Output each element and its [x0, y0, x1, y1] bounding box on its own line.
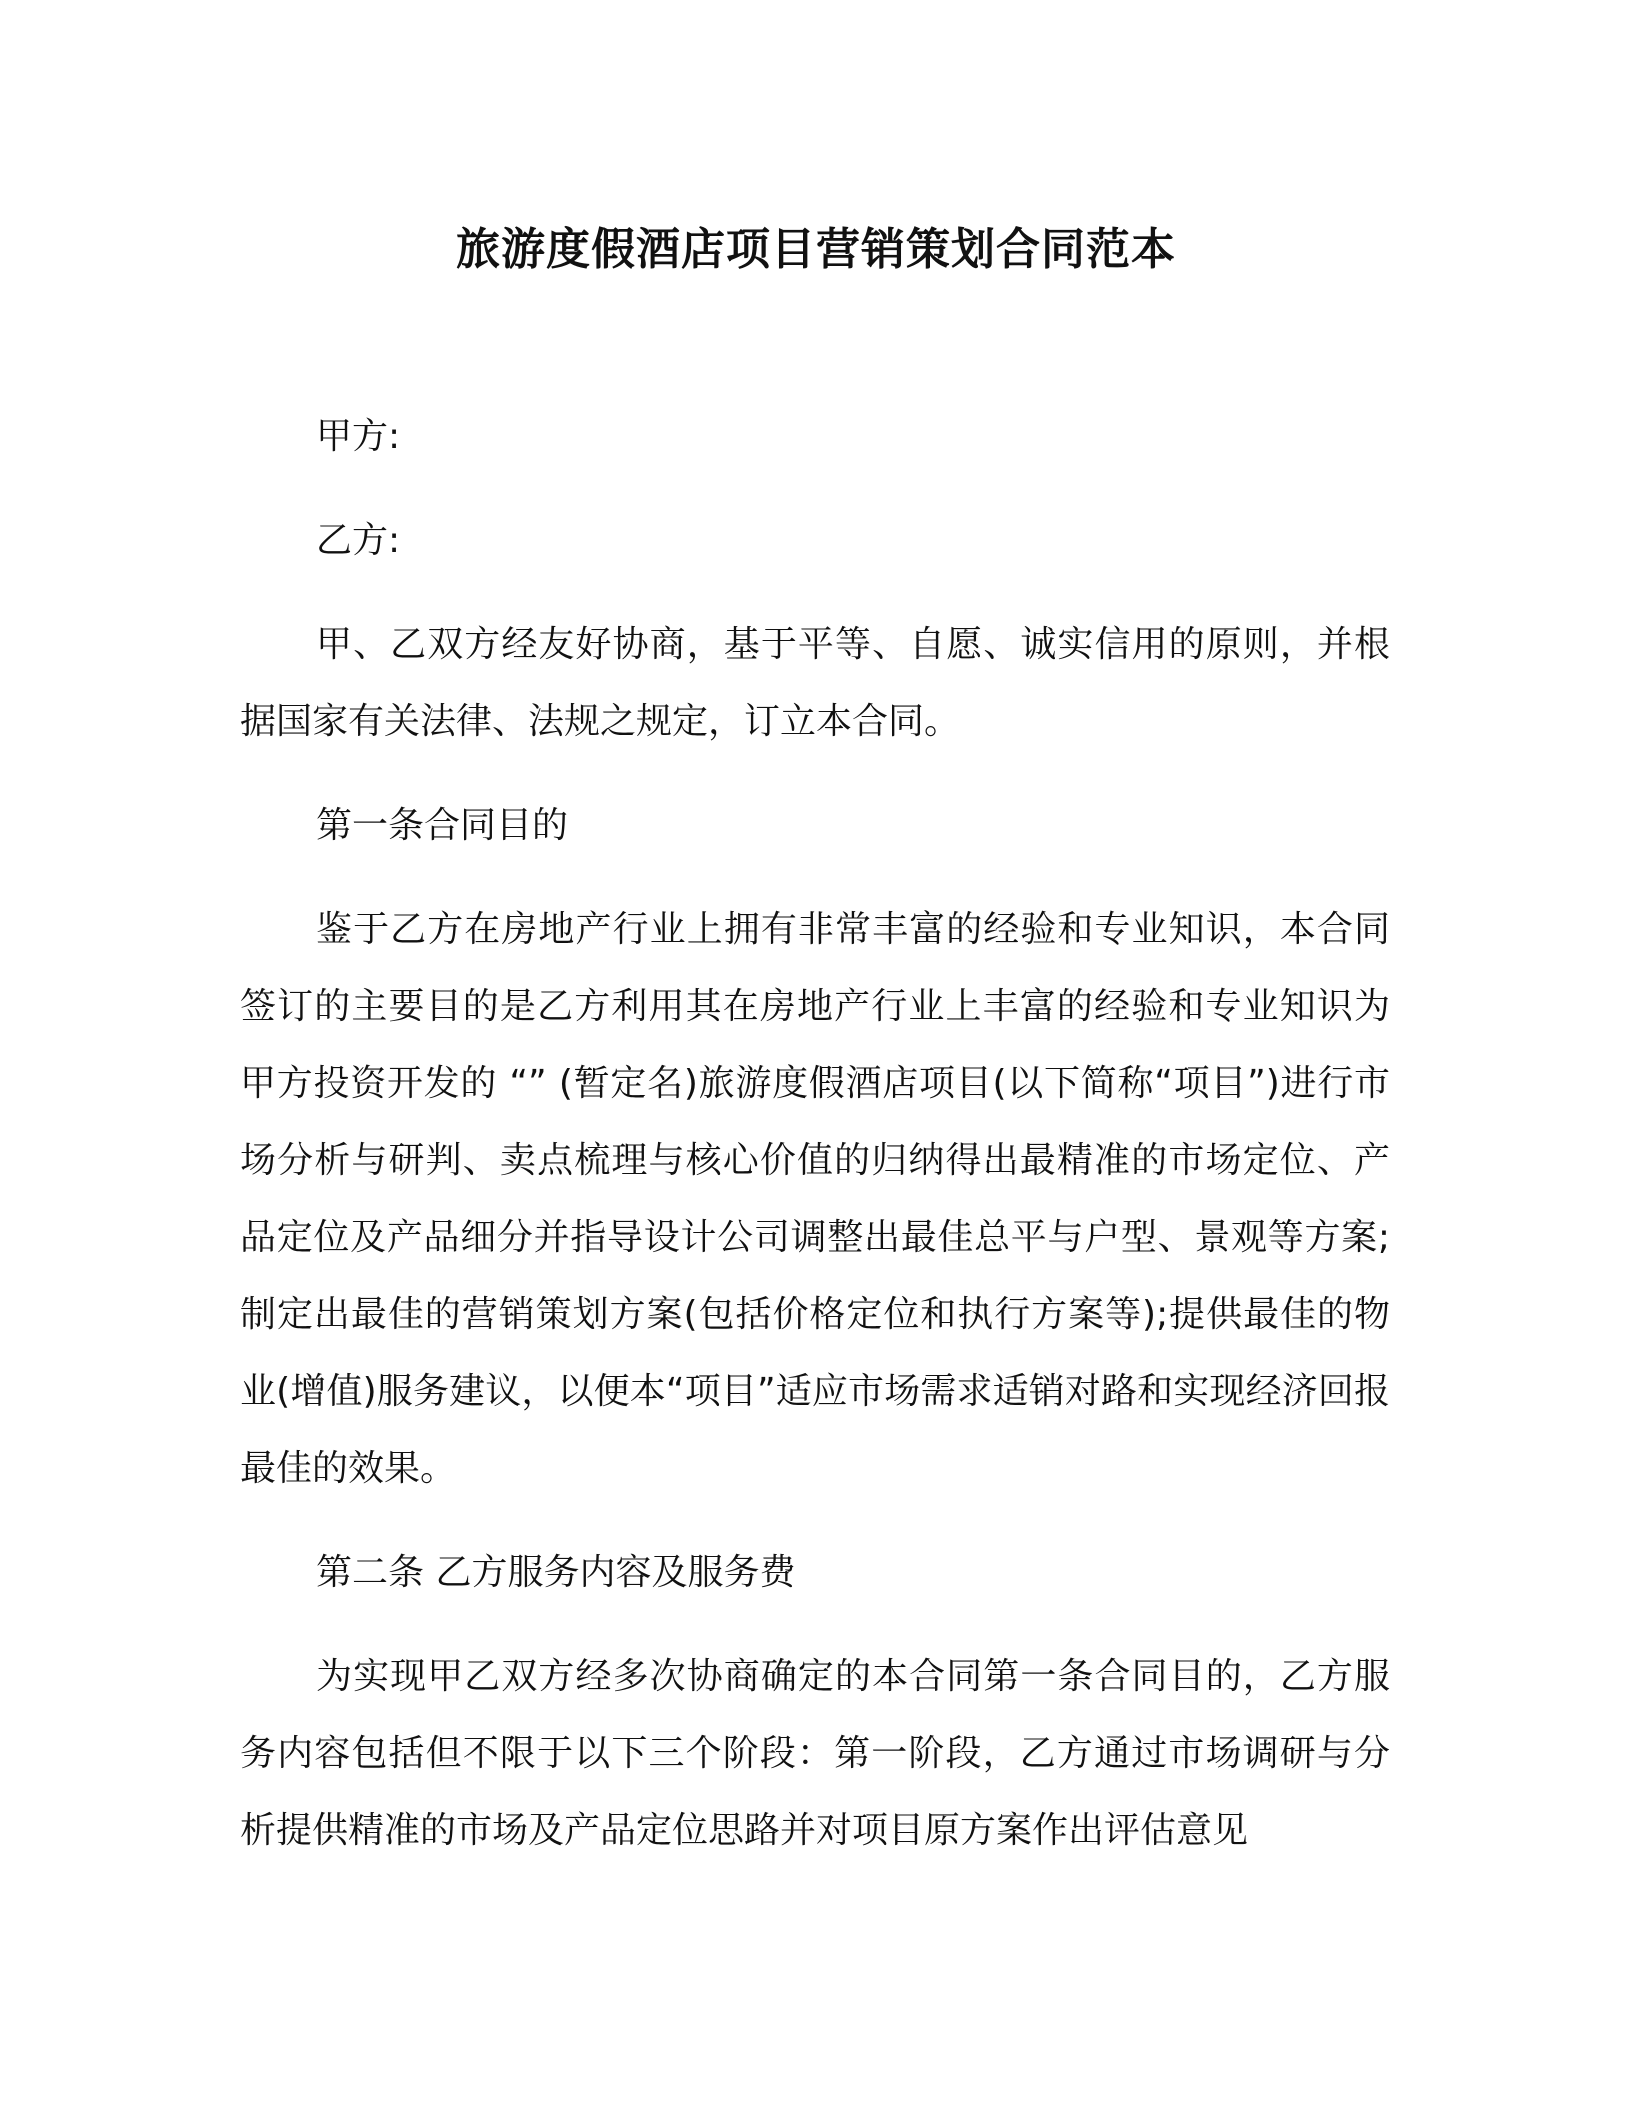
party-b-label: 乙方:	[316, 520, 401, 561]
article-2-body: 为实现甲乙双方经多次协商确定的本合同第一条合同目的，乙方服务内容包括但不限于以下三个阶段：第一阶段，乙方通过市场调研与分析提供精准的市场及产品定位思路并对项目原方案作出评估意见	[240, 1656, 1390, 1851]
article-1-heading: 第一条合同目的	[316, 805, 569, 846]
preamble-paragraph: 甲、乙双方经友好协商，基于平等、自愿、诚实信用的原则，并根据国家有关法律、法规之规定，订立本合同。	[240, 624, 1390, 742]
document-body	[240, 398, 1390, 1896]
article-1-body: 鉴于乙方在房地产行业上拥有非常丰富的经验和专业知识，本合同签订的主要目的是乙方利用其在房地产行业上丰富的经验和专业知识为甲方投资开发的 “” (暂定名)旅游度假酒店项目(以下简称“项目”)进行市场分析与研判、卖点梳理与核心价值的归纳得出最精准的市场定位、产品定位及产品细分并指导设计公司调整出最佳总平与户型、景观等方案;制定出最佳的营销策划方案(包括价格定位和执行方案等);提供最佳的物业(增值)服务建议，以便本“项目”适应市场需求适销对路和实现经济回报最佳的效果。	[240, 909, 1390, 1489]
party-a-label: 甲方:	[316, 416, 401, 457]
document-title: 旅游度假酒店项目营销策划合同范本	[456, 224, 1176, 275]
article-2-heading: 第二条 乙方服务内容及服务费	[316, 1552, 796, 1593]
